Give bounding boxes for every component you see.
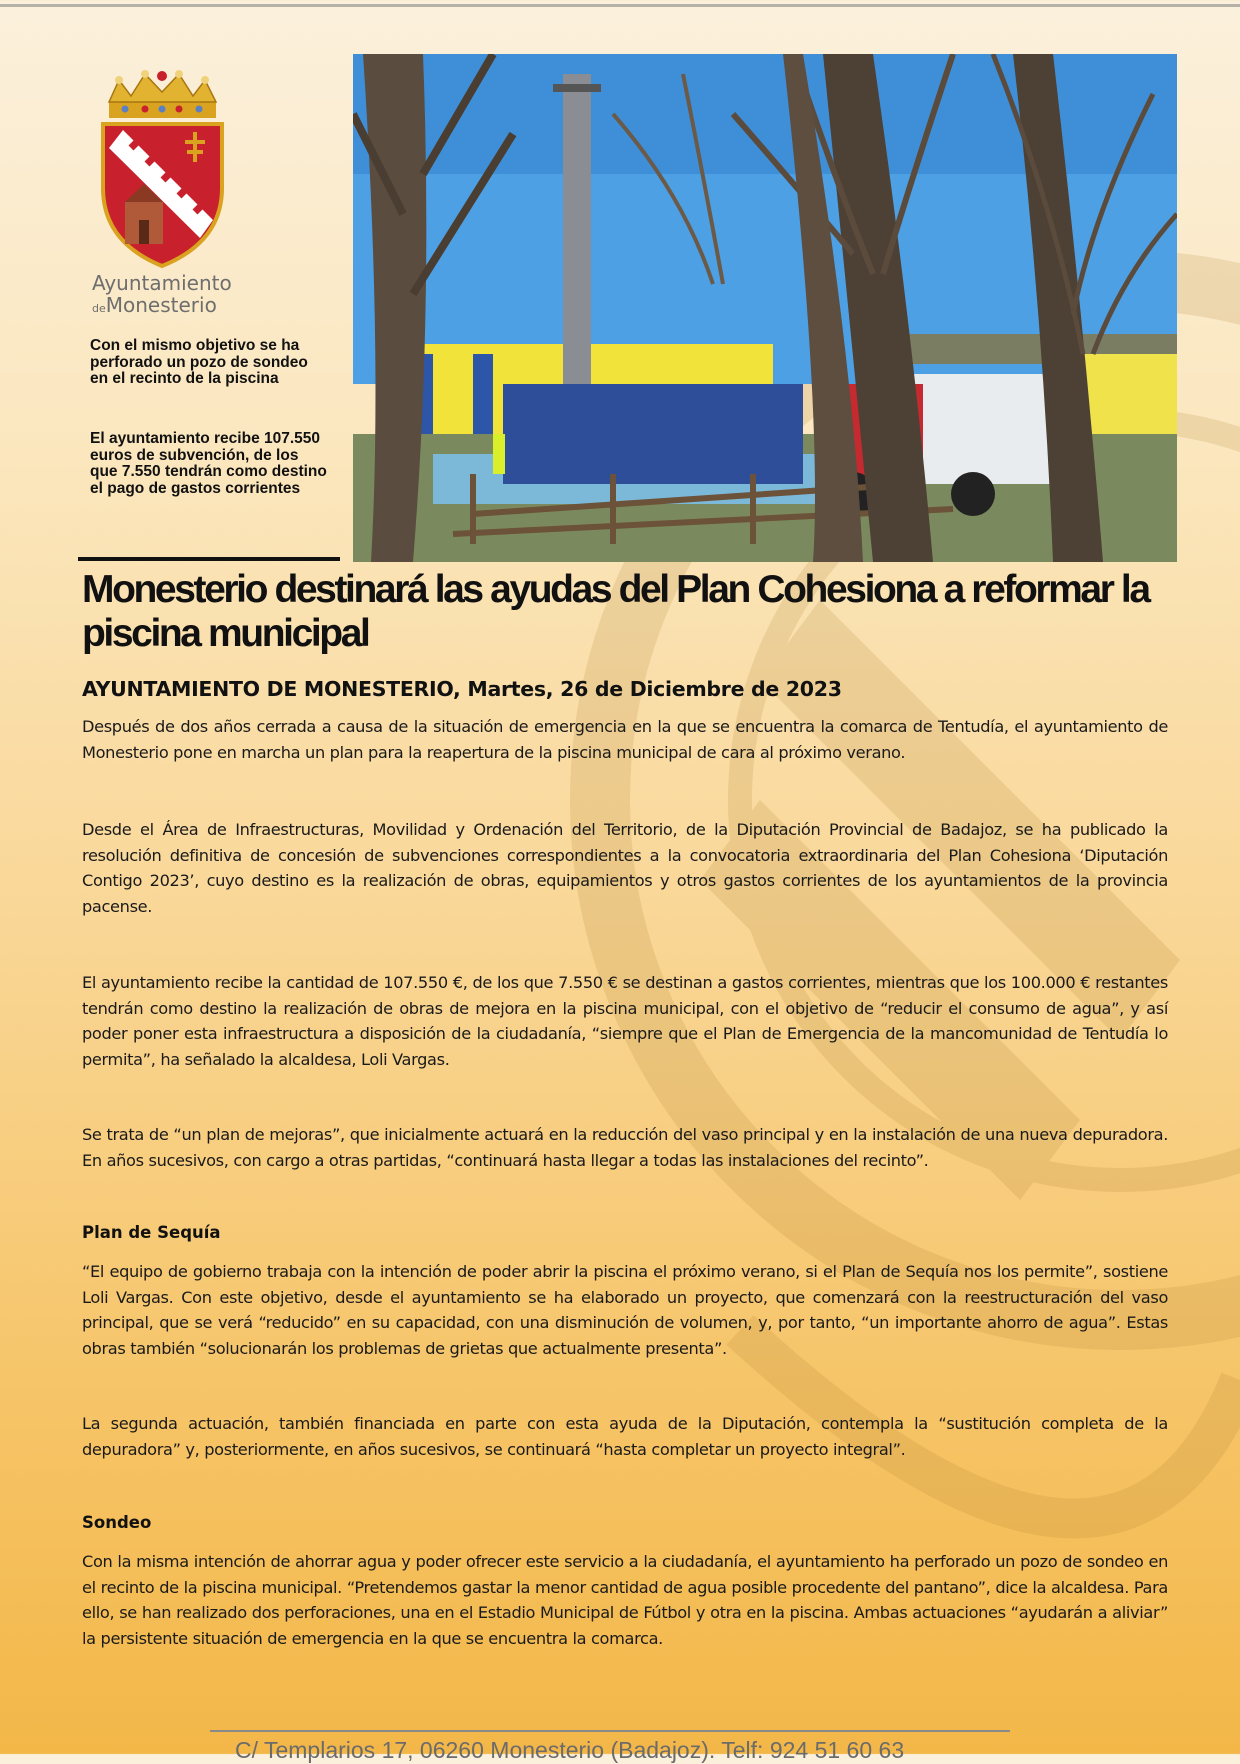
sidebar-note-1: Con el mismo objetivo se ha perforado un pozo de sondeo en el recinto de la piscina <box>90 337 308 387</box>
article-paragraph-5: “El equipo de gobierno trabaja con la intención de poder abrir la piscina el próximo verano, si el Plan de Sequía nos los permite”, sostiene Loli Vargas. Con este objetivo, desde el ayuntamiento se ha elaborado un proyecto, que comenzará con la reestructuración del vaso principal, que se verá “reducido” en su capacidad, con una disminución de volumen, y, por tanto, “un importante ahorro de agua”. Estas obras también “solucionarán los problemas de grietas que actualmente presenta”. <box>82 1262 1168 1358</box>
headline-rule <box>78 557 340 561</box>
municipal-coat-of-arms <box>95 70 230 270</box>
footer-address: C/ Templarios 17, 06260 Monesterio (Badajoz). Telf: 924 51 60 63 <box>235 1737 905 1763</box>
article-paragraph-7: Con la misma intención de ahorrar agua y poder ofrecer este servicio a la ciudadanía, el ayuntamiento ha perforado un pozo de sondeo en el recinto de la piscina municipal. “Pretendemos gastar la menor cantidad de agua posible procedente del pantano”, dice la alcaldesa. Para ello, se han realizado dos perforaciones, una en el Estadio Municipal de Fútbol y otra en la piscina. Ambas actuaciones “ayudarán a aliviar” la persistente situación de emergencia en la que se encuentra la comarca. <box>82 1552 1168 1648</box>
page-top-border <box>0 4 1240 7</box>
article-paragraph-2: Desde el Área de Infraestructuras, Movilidad y Ordenación del Territorio, de la Diputación Provincial de Badajoz, se ha publicado la resolución definitiva de concesión de subvenciones correspondientes a la convocatoria extraordinaria del Plan Cohesiona ‘Diputación Contigo 2023’, cuyo destino es la realización de obras, equipamientos y otros gastos corrientes de los ayuntamientos de la provincia pacense. <box>82 820 1168 916</box>
logo-line-1: Ayuntamiento <box>92 271 232 295</box>
footer-rule <box>210 1730 1010 1732</box>
logo-line-2-prefix: de <box>92 302 106 315</box>
section-heading-sondeo: Sondeo <box>82 1513 152 1532</box>
article-photo-drilling-rig <box>353 54 1177 562</box>
sidebar-note-2: El ayuntamiento recibe 107.550 euros de subvención, de los que 7.550 tendrán como destino el pago de gastos corrientes <box>90 430 327 497</box>
logo-line-2 <box>92 294 252 320</box>
article-byline: AYUNTAMIENTO DE MONESTERIO, Martes, 26 de Diciembre de 2023 <box>82 677 842 701</box>
municipality-logo-text <box>92 272 252 320</box>
article-paragraph-4: Se trata de “un plan de mejoras”, que inicialmente actuará en la reducción del vaso principal y en la instalación de una nueva depuradora. En años sucesivos, con cargo a otras partidas, “continuará hasta llegar a todas las instalaciones del recinto”. <box>82 1125 1168 1170</box>
article-paragraph-1: Después de dos años cerrada a causa de la situación de emergencia en la que se encuentra la comarca de Tentudía, el ayuntamiento de Monesterio pone en marcha un plan para la reapertura de la piscina municipal de cara al próximo verano. <box>82 717 1168 762</box>
article-paragraph-3: El ayuntamiento recibe la cantidad de 107.550 €, de los que 7.550 € se destinan a gastos corrientes, mientras que los 100.000 € restantes tendrán como destino la realización de obras de mejora en la piscina municipal, con el objetivo de “reducir el consumo de agua”, y así poder poner esta infraestructura a disposición de la ciudadanía, “siempre que el Plan de Emergencia de la mancomunidad de Tentudía lo permita”, ha señalado la alcaldesa, Loli Vargas. <box>82 973 1168 1069</box>
section-heading-plan-de-sequia: Plan de Sequía <box>82 1223 221 1242</box>
logo-line-2-name: Monesterio <box>105 293 217 317</box>
article-headline: Monesterio destinará las ayudas del Plan Cohesiona a reformar la piscina municipal <box>82 568 1149 655</box>
article-paragraph-6: La segunda actuación, también financiada en parte con esta ayuda de la Diputación, contempla la “sustitución completa de la depuradora” y, posteriormente, en años sucesivos, se continuará “hasta completar un proyecto integral”. <box>82 1414 1168 1459</box>
